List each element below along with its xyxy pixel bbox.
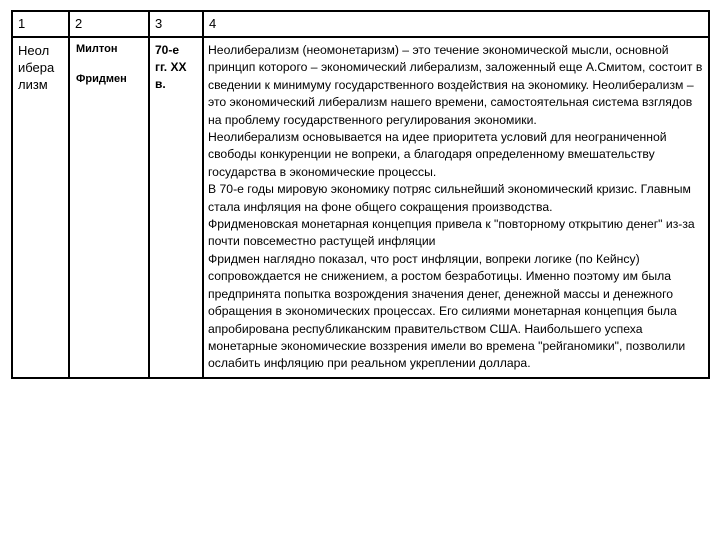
period-line: в. [155, 77, 166, 91]
description-cell [203, 37, 709, 378]
description-paragraph: Фридменовская монетарная концепция привела к "повторному открытию денег" из-за почти повсеместно растущей инфляции [208, 217, 695, 249]
term-cell [12, 37, 69, 378]
header-row [12, 11, 709, 37]
content-row [12, 37, 709, 378]
names-cell [69, 37, 149, 378]
description-paragraph: Неолиберализм основывается на идее приоритета условий для неограниченной свободы конкуренции не вопреки, а благодаря определенному вмешательству государства в экономические процессы. [208, 130, 667, 179]
header-cell-2: 2 [69, 11, 149, 37]
term-line: ибера [18, 60, 55, 75]
header-cell-3: 3 [149, 11, 203, 37]
period-line: 70-е [155, 43, 180, 57]
description-paragraph: Фридмен наглядно показал, что рост инфляции, вопреки логике (по Кейнсу) сопровождается не снижением, а ростом безработицы. Именно поэтому им была предпринята попытка возрождения значения денег, денежной массы и денежного обращения в экономических процессах. Его силиями монетарная концепция была апробирована республиканским правительством США. Наибольшего успеха монетарные экономические воззрения имели во времена "рейганомики", позволили ослабить инфляцию при реальном укреплении доллара. [208, 251, 686, 371]
author-name: Милтон [76, 43, 118, 55]
document-table [11, 10, 710, 379]
period-line: гг. XX [155, 60, 187, 74]
header-cell-1: 1 [12, 11, 69, 37]
header-cell-4: 4 [203, 11, 709, 37]
period-cell [149, 37, 203, 378]
description-paragraph: В 70-е годы мировую экономику потряс сильнейший экономический кризис. Главным стала инфляция на фоне общего сокращения производства. [208, 182, 691, 214]
term-line: Неол [18, 43, 50, 58]
author-name: Фридмен [76, 73, 127, 85]
term-line: лизм [18, 77, 48, 92]
description-paragraph: Неолиберализм (неомонетаризм) – это течение экономической мысли, основной принцип которого – экономический либерализм, заложенный еще А.Смитом, состоит в сведении к минимуму государственного воздействия на экономику. Неолиберализм – это экономический либерализм нашего времени, самостоятельная система взглядов на проблему государственного регулирования экономики. [208, 43, 703, 127]
